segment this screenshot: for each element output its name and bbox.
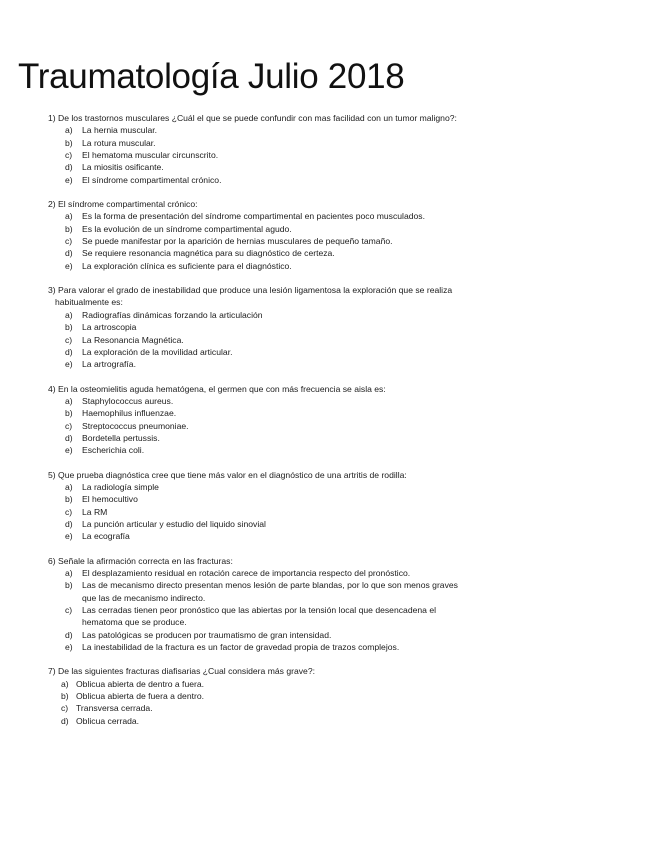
answer-option bbox=[48, 567, 458, 579]
option-text: Se requiere resonancia magnética para su diagnóstico de certeza. bbox=[82, 248, 335, 259]
option-text: Es la evolución de un síndrome compartimental agudo. bbox=[82, 223, 292, 234]
question-5 bbox=[48, 469, 458, 543]
option-text: La artroscopia bbox=[82, 322, 137, 333]
option-letter: e) bbox=[65, 642, 73, 653]
answer-option bbox=[48, 174, 458, 186]
option-letter: e) bbox=[65, 531, 73, 542]
option-letter: e) bbox=[65, 359, 73, 370]
answer-option bbox=[48, 432, 458, 444]
option-letter: e) bbox=[65, 260, 73, 271]
option-letter: b) bbox=[65, 137, 73, 148]
option-text: La RM bbox=[82, 506, 108, 517]
answer-option bbox=[48, 309, 458, 321]
option-letter: b) bbox=[65, 494, 73, 505]
option-text: Oblicua cerrada. bbox=[76, 715, 140, 726]
option-text: Haemophilus influenzae. bbox=[82, 408, 177, 419]
answer-option bbox=[48, 641, 458, 653]
answer-option bbox=[48, 358, 458, 370]
option-text: La rotura muscular. bbox=[82, 137, 156, 148]
answer-option bbox=[48, 346, 458, 358]
option-letter: e) bbox=[65, 174, 73, 185]
option-text: El desplazamiento residual en rotación carece de importancia respecto del pronóstico. bbox=[82, 568, 411, 578]
option-list bbox=[48, 678, 458, 727]
option-list bbox=[48, 124, 458, 186]
option-text: Se puede manifestar por la aparición de hernias musculares de pequeño tamaño. bbox=[82, 236, 393, 247]
option-letter: b) bbox=[65, 223, 73, 234]
option-text: La hernia muscular. bbox=[82, 125, 157, 136]
answer-option bbox=[48, 334, 458, 346]
question-text: 3) Para valorar el grado de inestabilidad que produce una lesión ligamentosa la exploración que se realiza habitualmente es: bbox=[48, 285, 453, 308]
answer-option bbox=[48, 223, 458, 235]
option-text: Las de mecanismo directo presentan menos lesión de parte blandas, por lo que son menos graves que las de mecanismo indirecto. bbox=[82, 580, 458, 603]
answer-option bbox=[48, 481, 458, 493]
option-text: Bordetella pertussis. bbox=[82, 432, 160, 443]
option-text: El hemocultivo bbox=[82, 494, 138, 505]
option-text: Es la forma de presentación del síndrome compartimental en pacientes poco musculados. bbox=[82, 211, 425, 222]
option-text: Las cerradas tienen peor pronóstico que las abiertas por la tensión local que desencadena el hematoma que se produce. bbox=[82, 605, 437, 628]
question-1 bbox=[48, 112, 458, 186]
option-text: Streptococcus pneumoniae. bbox=[82, 420, 189, 431]
option-letter: c) bbox=[65, 605, 73, 616]
option-letter: a) bbox=[65, 395, 73, 406]
answer-option bbox=[48, 678, 458, 690]
option-list bbox=[48, 309, 458, 371]
option-letter: b) bbox=[65, 322, 73, 333]
answer-option bbox=[48, 518, 458, 530]
option-letter: d) bbox=[65, 518, 73, 529]
answer-option bbox=[48, 530, 458, 542]
question-text: 1) De los trastornos musculares ¿Cuál el que se puede confundir con mas facilidad con un tumor maligno?: bbox=[48, 113, 457, 123]
option-list bbox=[48, 395, 458, 457]
answer-option bbox=[48, 124, 458, 136]
option-text: La ecografía bbox=[82, 531, 130, 542]
question-6 bbox=[48, 555, 458, 654]
answer-option bbox=[48, 210, 458, 222]
option-list bbox=[48, 210, 458, 272]
question-list bbox=[48, 112, 458, 739]
answer-option bbox=[48, 444, 458, 456]
option-text: Staphylococcus aureus. bbox=[82, 395, 174, 406]
answer-option bbox=[48, 715, 458, 727]
option-letter: a) bbox=[61, 678, 69, 689]
option-letter: c) bbox=[65, 236, 73, 247]
question-text: 2) El síndrome compartimental crónico: bbox=[48, 199, 198, 210]
answer-option bbox=[48, 395, 458, 407]
page-title: Traumatología Julio 2018 bbox=[18, 57, 405, 97]
option-text: La inestabilidad de la fractura es un factor de gravedad propia de trazos complejos. bbox=[82, 642, 400, 653]
question-4 bbox=[48, 383, 458, 457]
answer-option bbox=[48, 702, 458, 714]
option-letter: d) bbox=[65, 432, 73, 443]
answer-option bbox=[48, 407, 458, 419]
option-letter: d) bbox=[65, 629, 73, 640]
answer-option bbox=[48, 420, 458, 432]
option-letter: a) bbox=[65, 125, 73, 136]
question-3 bbox=[48, 284, 458, 370]
option-list bbox=[48, 481, 458, 543]
question-7 bbox=[48, 665, 458, 727]
option-text: La miositis osificante. bbox=[82, 162, 164, 173]
option-letter: c) bbox=[65, 506, 73, 517]
answer-option bbox=[48, 137, 458, 149]
option-letter: a) bbox=[65, 568, 73, 578]
answer-option bbox=[48, 260, 458, 272]
option-text: Escherichia coli. bbox=[82, 445, 145, 456]
answer-option bbox=[48, 579, 458, 604]
option-letter: a) bbox=[65, 481, 73, 492]
option-list bbox=[48, 567, 458, 653]
option-text: El hematoma muscular circunscrito. bbox=[82, 150, 219, 161]
answer-option bbox=[48, 149, 458, 161]
answer-option bbox=[48, 235, 458, 247]
option-letter: d) bbox=[65, 346, 73, 357]
option-text: La exploración de la movilidad articular. bbox=[82, 346, 233, 357]
option-letter: b) bbox=[65, 408, 73, 419]
answer-option bbox=[48, 690, 458, 702]
option-text: La exploración clínica es suficiente para el diagnóstico. bbox=[82, 260, 292, 271]
option-letter: d) bbox=[61, 715, 69, 726]
option-letter: b) bbox=[61, 691, 69, 702]
answer-option bbox=[48, 604, 458, 629]
question-text: 4) En la osteomielitis aguda hematógena, el germen que con más frecuencia se aisla es: bbox=[48, 383, 386, 394]
option-letter: b) bbox=[65, 580, 73, 591]
answer-option bbox=[48, 493, 458, 505]
answer-option bbox=[48, 506, 458, 518]
option-text: La artrografía. bbox=[82, 359, 136, 370]
option-text: El síndrome compartimental crónico. bbox=[82, 174, 222, 185]
option-letter: a) bbox=[65, 211, 73, 222]
option-text: La punción articular y estudio del liquido sinovial bbox=[82, 518, 266, 529]
option-letter: d) bbox=[65, 248, 73, 259]
option-text: Oblicua abierta de dentro a fuera. bbox=[76, 678, 205, 689]
option-letter: c) bbox=[65, 334, 73, 345]
answer-option bbox=[48, 161, 458, 173]
option-letter: e) bbox=[65, 445, 73, 456]
option-text: La Resonancia Magnética. bbox=[82, 334, 184, 345]
option-text: Oblicua abierta de fuera a dentro. bbox=[76, 691, 205, 702]
option-letter: c) bbox=[61, 703, 69, 714]
answer-option bbox=[48, 629, 458, 641]
option-text: La radiología simple bbox=[82, 481, 159, 492]
option-text: Transversa cerrada. bbox=[76, 703, 153, 714]
option-letter: c) bbox=[65, 420, 73, 431]
option-letter: a) bbox=[65, 309, 73, 320]
option-letter: d) bbox=[65, 162, 73, 173]
answer-option bbox=[48, 247, 458, 259]
answer-option bbox=[48, 321, 458, 333]
option-text: Radiografías dinámicas forzando la articulación bbox=[82, 309, 263, 320]
question-text: 7) De las siguientes fracturas diafisarias ¿Cual considera más grave?: bbox=[48, 666, 316, 677]
option-text: Las patológicas se producen por traumatismo de gran intensidad. bbox=[82, 629, 332, 640]
question-2 bbox=[48, 198, 458, 272]
question-text: 6) Señale la afirmación correcta en las fracturas: bbox=[48, 555, 233, 566]
option-letter: c) bbox=[65, 150, 73, 161]
question-text: 5) Que prueba diagnóstica cree que tiene más valor en el diagnóstico de una artritis de rodilla: bbox=[48, 469, 407, 480]
